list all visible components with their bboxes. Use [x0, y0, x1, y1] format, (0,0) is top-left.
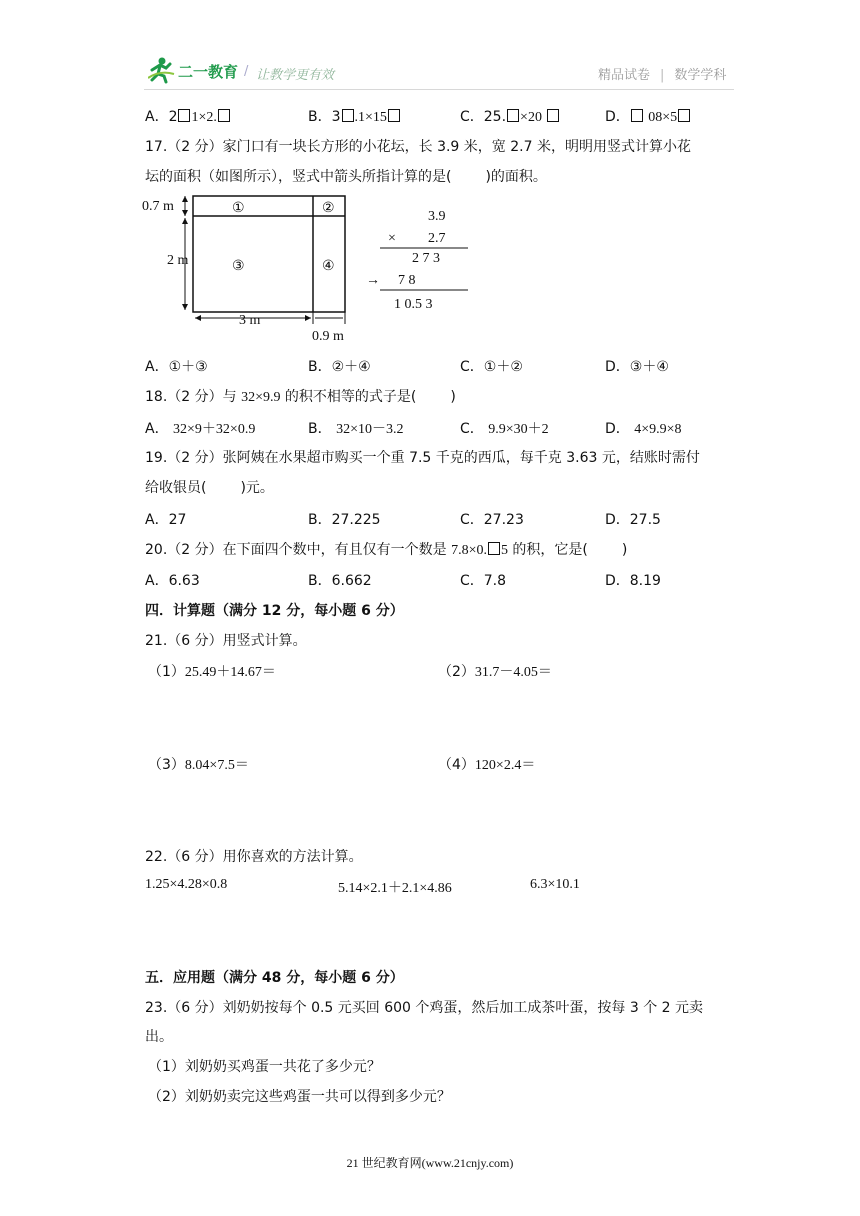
q17-stem-line2: 坛的面积（如图所示），竖式中箭头所指计算的是( )的面积。 — [145, 169, 547, 185]
q21-stem: 21.（6 分）用竖式计算。 — [145, 633, 307, 649]
region-3: ③ — [232, 259, 245, 274]
q17-option-b: B．②＋④ — [308, 359, 371, 375]
label-0-7m: 0.7 m — [142, 199, 174, 214]
q16-option-c: C．25. ×20 — [460, 106, 560, 126]
q20-option-d: D．8.19 — [605, 573, 661, 589]
slogan-divider: / — [244, 64, 249, 79]
section-4-heading: 四．计算题（满分 12 分，每小题 6 分） — [145, 603, 404, 619]
q17-figure — [140, 190, 480, 346]
q16-option-d: D． 08×5 — [605, 106, 691, 126]
q20-option-a: A．6.63 — [145, 573, 200, 589]
header-tag-premium: 精品试卷 — [598, 68, 651, 83]
q23-sub-1: （1）刘奶奶买鸡蛋一共花了多少元？ — [148, 1059, 381, 1075]
q16-option-a: A．2 1×2. — [145, 106, 231, 126]
q21-item-2: （2）31.7－4.05＝ — [438, 664, 552, 680]
region-1: ① — [232, 201, 245, 216]
calc-result: 1 0.5 3 — [394, 297, 433, 312]
calc-top: 3.9 — [428, 209, 446, 224]
q22-expr-1: 1.25×4.28×0.8 — [145, 877, 228, 892]
calc-partial1: 2 7 3 — [412, 251, 440, 266]
label-3m: 3 m — [239, 313, 261, 328]
q23-stem-line1: 23.（6 分）刘奶奶按每个 0.5 元买回 600 个鸡蛋，然后加工成茶叶蛋，按每 3 个 2 元卖 — [145, 1000, 704, 1016]
header-sep: | — [660, 68, 665, 83]
q17-option-d: D．③＋④ — [605, 359, 669, 375]
q22-expr-2: 5.14×2.1＋2.1×4.86 — [338, 881, 452, 896]
q19-option-a: A．27 — [145, 512, 187, 528]
q18-option-d: D． 4×9.9×8 — [605, 421, 682, 437]
label-2m: 2 m — [167, 253, 189, 268]
region-4: ④ — [322, 259, 335, 274]
q18-option-b: B． 32×10－3.2 — [308, 421, 404, 437]
region-2: ② — [322, 201, 335, 216]
q23-stem-line2: 出。 — [145, 1029, 173, 1045]
q18-option-c: C． 9.9×30＋2 — [460, 421, 549, 437]
page-footer: 21 世纪教育网(www.21cnjy.com) — [346, 1156, 514, 1170]
q20-stem: 20.（2 分）在下面四个数中，有且仅有一个数是 7.8×0. 5 的积，它是( ) — [145, 542, 628, 558]
q17-option-c: C．①＋② — [460, 359, 523, 375]
q21-item-4: （4）120×2.4＝ — [438, 757, 536, 773]
q19-option-d: D．27.5 — [605, 512, 661, 528]
q19-option-c: C．27.23 — [460, 512, 524, 528]
slogan: 让教学更有效 — [256, 68, 335, 83]
q18-option-a: A． 32×9＋32×0.9 — [145, 421, 256, 437]
q21-item-1: （1）25.49＋14.67＝ — [148, 664, 276, 680]
brand-logo — [148, 56, 252, 88]
q19-stem-line2: 给收银员( )元。 — [145, 480, 274, 496]
q17-stem-line1: 17.（2 分）家门口有一块长方形的小花坛，长 3.9 米，宽 2.7 米，明明用竖式计算小花 — [145, 139, 691, 155]
q23-sub-2: （2）刘奶奶卖完这些鸡蛋一共可以得到多少元？ — [148, 1089, 451, 1105]
q16-option-b: B．3 .1×15 — [308, 106, 401, 126]
header-tag-subject: 数学学科 — [674, 68, 727, 83]
q22-stem: 22.（6 分）用你喜欢的方法计算。 — [145, 849, 363, 865]
q20-option-c: C．7.8 — [460, 573, 507, 589]
q21-item-3: （3）8.04×7.5＝ — [148, 757, 249, 773]
q19-stem-line1: 19.（2 分）张阿姨在水果超市购买一个重 7.5 千克的西瓜，每千克 3.63 元，结账时需付 — [145, 450, 700, 466]
calc-partial2: 7 8 — [398, 273, 416, 288]
calc-arrow: → — [366, 273, 380, 288]
brand-name: 二一教育 — [178, 63, 239, 81]
q19-option-b: B．27.225 — [308, 512, 381, 528]
q20-option-b: B．6.662 — [308, 573, 372, 589]
header-rule — [144, 89, 734, 90]
section-5-heading: 五．应用题（满分 48 分，每小题 6 分） — [145, 970, 404, 986]
q17-option-a: A．①＋③ — [145, 359, 208, 375]
q18-stem: 18.（2 分）与 32×9.9 的积不相等的式子是( ) — [145, 389, 456, 405]
calc-mul: × — [388, 231, 396, 246]
calc-second: 2.7 — [428, 231, 446, 246]
q22-expr-3: 6.3×10.1 — [530, 877, 580, 892]
label-0-9m: 0.9 m — [312, 329, 344, 344]
header-right — [598, 64, 726, 83]
